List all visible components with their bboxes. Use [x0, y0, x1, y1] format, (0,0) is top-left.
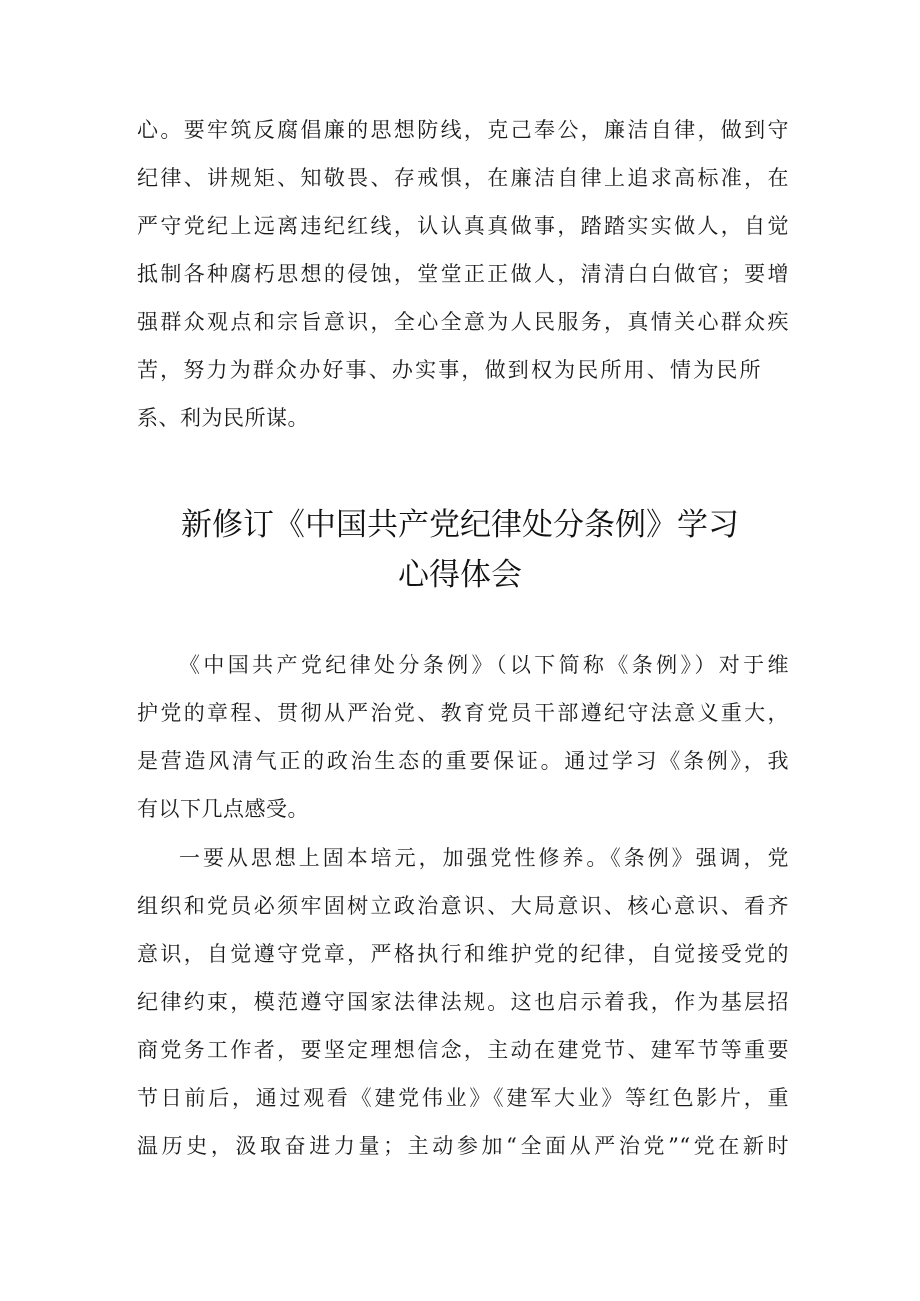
paragraph-line: 纪律约束，模范遵守国家法律法规。这也启示着我，作为基层招	[137, 990, 789, 1014]
paragraph-line: 系、利为民所谋。	[137, 406, 309, 430]
paragraph-line: 温历史，汲取奋进力量；主动参加“全面从严治党”“党在新时	[137, 1134, 789, 1158]
paragraph-line: 抵制各种腐朽思想的侵蚀，堂堂正正做人，清清白白做官；要增	[137, 262, 789, 286]
paragraph-line: 组织和党员必须牢固树立政治意识、大局意识、核心意识、看齐	[137, 894, 789, 918]
point-one-paragraph	[137, 834, 789, 1170]
paragraph-line: 强群众观点和宗旨意识，全心全意为人民服务，真情关心群众疾	[137, 310, 789, 334]
paragraph-line: 苦，努力为群众办好事、办实事，做到权为民所用、情为民所	[137, 358, 761, 382]
paragraph-line: 《中国共产党纪律处分条例》（以下简称《条例》）对于维	[179, 653, 789, 677]
paragraph-line: 心。要牢筑反腐倡廉的思想防线，克己奉公，廉洁自律，做到守	[137, 118, 789, 142]
article-title	[0, 500, 920, 600]
paragraph-line: 严守党纪上远离违纪红线，认认真真做事，踏踏实实做人，自觉	[137, 214, 789, 238]
article-title-line-2: 心得体会	[398, 557, 522, 593]
paragraph-line: 一要从思想上固本培元，加强党性修养。《条例》强调，党	[179, 846, 789, 870]
continuation-paragraph	[137, 106, 789, 442]
paragraph-line: 意识，自觉遵守党章，严格执行和维护党的纪律，自觉接受党的	[137, 942, 789, 966]
intro-paragraph	[137, 641, 789, 833]
paragraph-line: 是营造风清气正的政治生态的重要保证。通过学习《条例》，我	[137, 749, 789, 773]
paragraph-line: 节日前后，通过观看《建党伟业》《建军大业》等红色影片，重	[137, 1086, 789, 1110]
paragraph-line: 有以下几点感受。	[137, 797, 309, 821]
article-title-line-1: 新修订《中国共产党纪律处分条例》学习	[181, 507, 739, 543]
paragraph-line: 商党务工作者，要坚定理想信念，主动在建党节、建军节等重要	[137, 1038, 789, 1062]
paragraph-line: 护党的章程、贯彻从严治党、教育党员干部遵纪守法意义重大，	[137, 701, 789, 725]
paragraph-line: 纪律、讲规矩、知敬畏、存戒惧，在廉洁自律上追求高标准，在	[137, 166, 789, 190]
